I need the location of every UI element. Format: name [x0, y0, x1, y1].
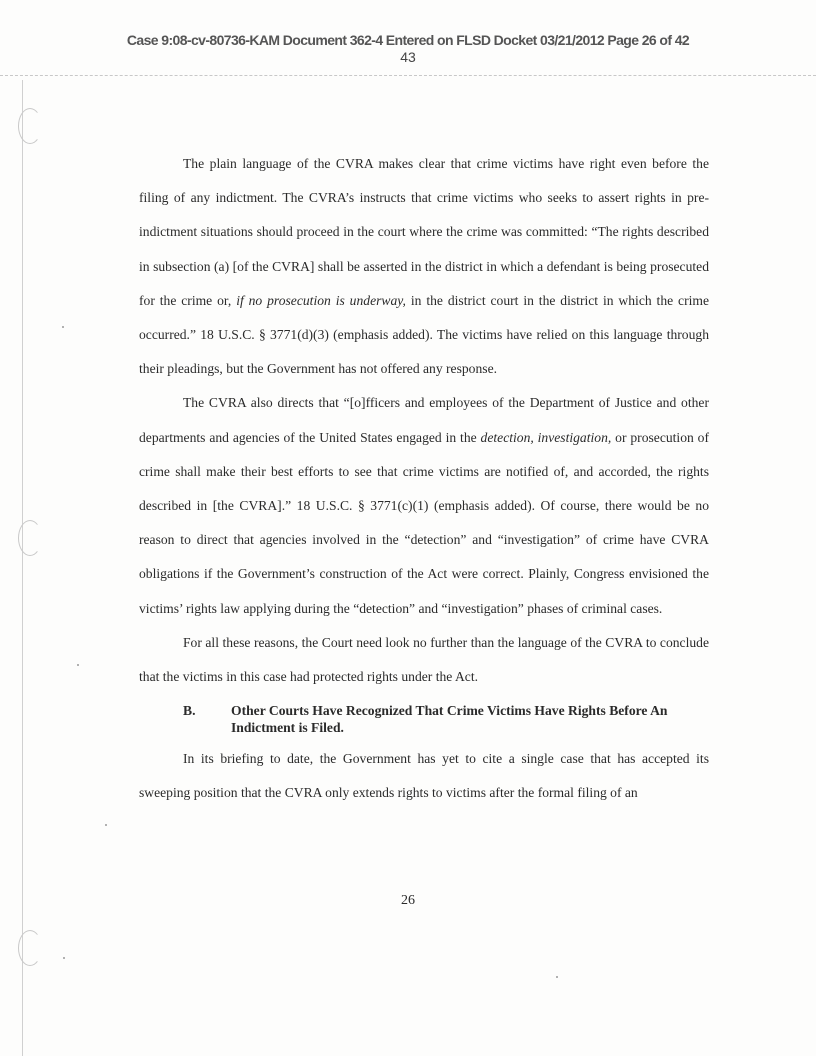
paragraph-plain-language: The plain language of the CVRA makes clear that crime victims have right even before the filing of any indictment. The CVRA’s instructs that crime victims who seeks to assert rights in pre-indictment situations should proceed in the court where the crime was committed: “The rights described in subsection (a) [of the CVRA] shall be asserted in the district in which a defendant is being prosecuted for the crime or, if no prosecution is underway, in the district court in the district in which the crime occurred.” 18 U.S.C. § 3771(d)(3) (emphasis added). The victims have relied on this language through their pleadings, but the Government has not offered any response.: [139, 156, 710, 377]
page-of-count: 43: [400, 49, 416, 65]
section-heading: [139, 696, 709, 736]
emphasis-text: detection, investigation,: [480, 429, 612, 445]
document-body: [139, 147, 709, 811]
header-divider: [0, 75, 816, 76]
punch-hole-mark: [18, 520, 42, 556]
section-title: Other Courts Have Recognized That Crime Victims Have Rights Before An Indictment is Filed.: [231, 703, 668, 736]
scan-speck: [62, 326, 64, 328]
scan-speck: [63, 957, 65, 959]
page-number: 26: [401, 893, 415, 908]
paragraph-cvra-directs: The CVRA also directs that “[o]fficers and employees of the Department of Justice and other departments and agencies of the United States engaged in the detection, investigation, or prosecution of crime shall make their best efforts to see that crime victims are notified of, and accorded, the rights described in [the CVRA].” 18 U.S.C. § 3771(c)(1) (emphasis added). Of course, there would be no reason to direct that agencies involved in the “detection” and “investigation” of crime have CVRA obligations if the Government’s construction of the Act were correct. Plainly, Congress envisioned the victims’ rights law applying during the “detection” and “investigation” phases of criminal cases.: [139, 395, 710, 616]
section-letter: B.: [183, 703, 196, 719]
emphasis-text: if no prosecution is underway,: [236, 292, 406, 308]
scan-speck: [556, 976, 558, 978]
paragraph-conclusion: For all these reasons, the Court need look no further than the language of the CVRA to conclude that the victims in this case had protected rights under the Act.: [139, 634, 709, 685]
paragraph-briefing: In its briefing to date, the Government has yet to cite a single case that has accepted its sweeping position that the CVRA only extends rights to victims after the formal filing of an: [139, 751, 709, 801]
case-caption: Case 9:08-cv-80736-KAM Document 362-4 Entered on FLSD Docket 03/21/2012 Page 26 of 42: [126, 32, 690, 48]
scan-speck: [77, 664, 79, 666]
scan-left-edge: [22, 80, 23, 1056]
case-header: [0, 32, 816, 65]
punch-hole-mark: [18, 108, 42, 144]
scan-speck: [105, 824, 107, 826]
punch-hole-mark: [18, 930, 42, 966]
